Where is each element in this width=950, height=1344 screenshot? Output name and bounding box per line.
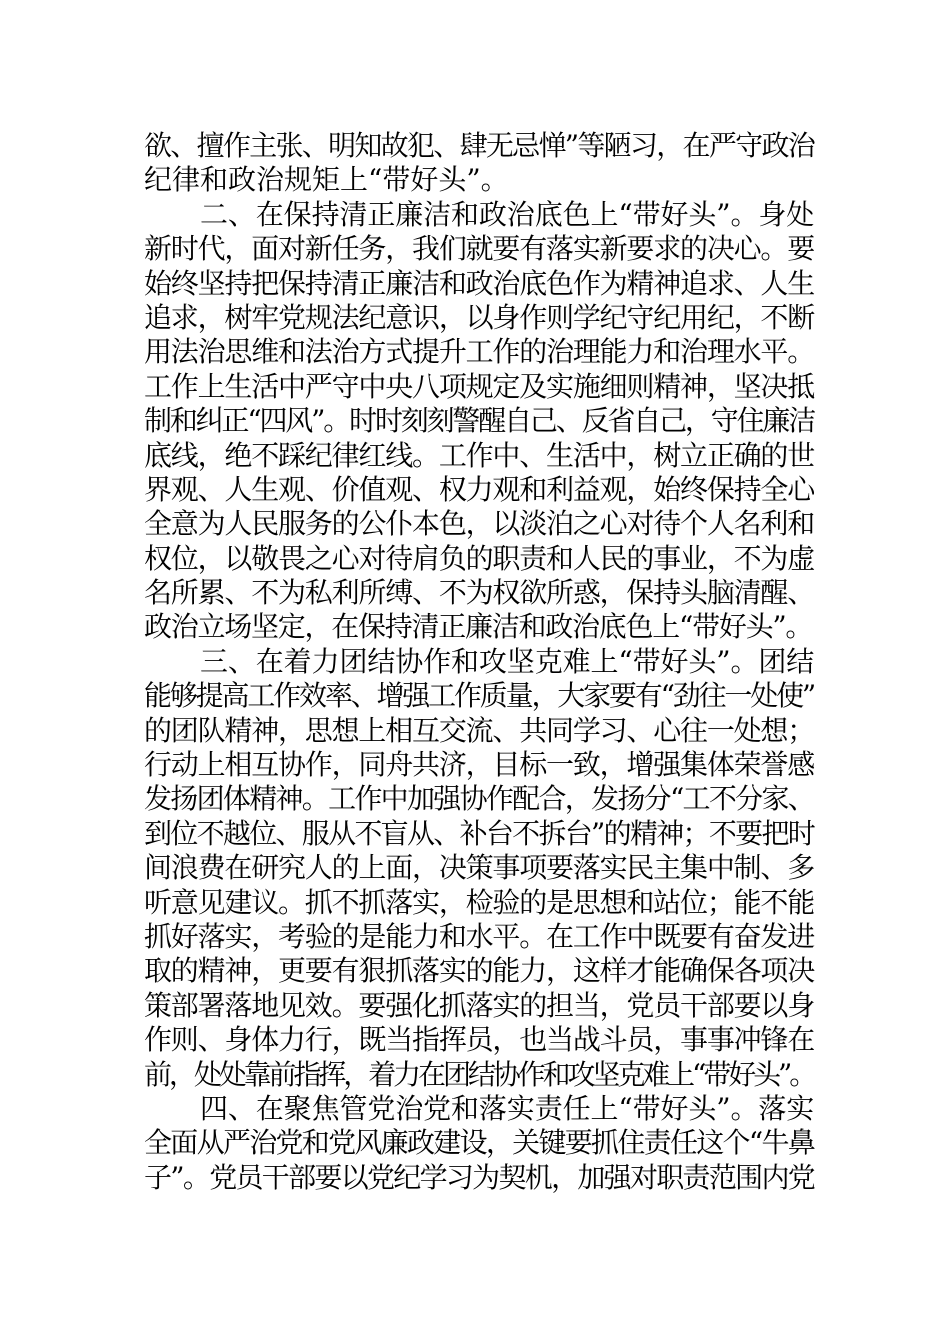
text-line: 取的精神，更要有狠抓落实的能力，这样才能确保各项决 (144, 954, 814, 988)
text-line: 追求，树牢党规法纪意识，以身作则学纪守纪用纪，不断 (144, 300, 814, 334)
text-line: 听意见建议。抓不抓落实，检验的是思想和站位；能不能 (144, 885, 814, 919)
paragraph-heading-line: 四、在聚焦管党治党和落实责任上“带好头”。落实 (200, 1091, 814, 1125)
text-line: 行动上相互协作，同舟共济，目标一致，增强集体荣誉感 (144, 748, 814, 782)
text-line: 间浪费在研究人的上面，决策事项要落实民主集中制、多 (144, 851, 814, 885)
text-line: 用法治思维和法治方式提升工作的治理能力和治理水平。 (144, 335, 814, 369)
text-line: 权位，以敬畏之心对待肩负的职责和人民的事业，不为虚 (144, 541, 814, 575)
text-line: 能够提高工作效率、增强工作质量，大家要有“劲往一处使” (144, 679, 814, 713)
text-line: 始终坚持把保持清正廉洁和政治底色作为精神追求、人生 (144, 266, 814, 300)
paragraph-heading-line: 三、在着力团结协作和攻坚克难上“带好头”。团结 (200, 644, 814, 678)
text-line: 的团队精神，思想上相互交流、共同学习、心往一处想； (144, 713, 814, 747)
text-line: 全面从严治党和党风廉政建设，关键要抓住责任这个“牛鼻 (144, 1126, 814, 1160)
text-line: 抓好落实，考验的是能力和水平。在工作中既要有奋发进 (144, 919, 814, 953)
text-line: 策部署落地见效。要强化抓落实的担当，党员干部要以身 (144, 988, 814, 1022)
text-line: 制和纠正“四风”。时时刻刻警醒自己、反省自己，守住廉洁 (144, 404, 814, 438)
body-text (144, 129, 814, 1195)
text-line: 全意为人民服务的公仆本色，以淡泊之心对待个人名利和 (144, 507, 814, 541)
text-line: 工作上生活中严守中央八项规定及实施细则精神，坚决抵 (144, 369, 814, 403)
text-line: 发扬团体精神。工作中加强协作配合，发扬分“工不分家、 (144, 782, 814, 816)
text-line: 政治立场坚定，在保持清正廉洁和政治底色上“带好头”。 (144, 610, 813, 644)
text-line: 界观、人生观、价值观、权力观和利益观，始终保持全心 (144, 472, 814, 506)
text-line: 新时代，面对新任务，我们就要有落实新要求的决心。要 (144, 232, 814, 266)
text-line: 名所累、不为私利所缚、不为权欲所惑，保持头脑清醒、 (144, 576, 814, 610)
text-line: 到位不越位、服从不盲从、补台不拆台”的精神；不要把时 (144, 816, 814, 850)
text-line: 纪律和政治规矩上“带好头”。 (144, 163, 509, 197)
text-line: 作则、身体力行，既当指挥员，也当战斗员，事事冲锋在 (144, 1023, 814, 1057)
text-line: 欲、擅作主张、明知故犯、肆无忌惮”等陋习，在严守政治 (144, 129, 814, 162)
text-line: 前，处处靠前指挥，着力在团结协作和攻坚克难上“带好头”。 (144, 1057, 814, 1091)
paragraph-heading-line: 二、在保持清正廉洁和政治底色上“带好头”。身处 (200, 197, 814, 231)
text-line: 子”。党员干部要以党纪学习为契机，加强对职责范围内党 (144, 1160, 814, 1194)
text-line: 底线，绝不踩纪律红线。工作中、生活中，树立正确的世 (144, 438, 814, 472)
